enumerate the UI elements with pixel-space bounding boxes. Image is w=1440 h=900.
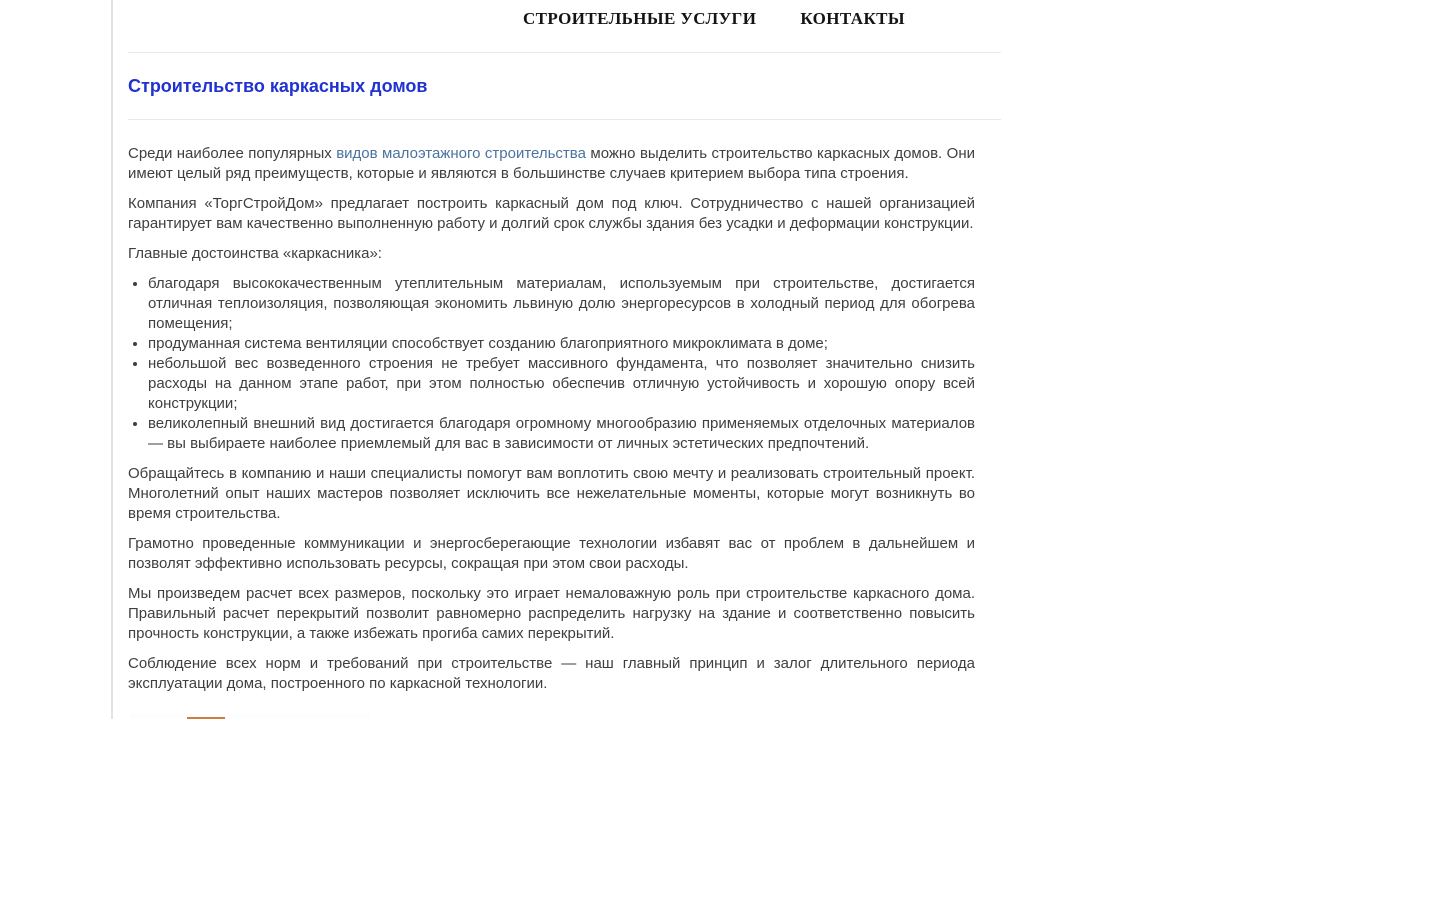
page-container	[111, 0, 1138, 719]
list-item: • благодаря высококачественным утеплительным материалам, используемым при строительстве, достигается отличная теплоизоляция, позволяющая экономить львиную долю энергоресурсов в холодный период для обогрева помещения;	[148, 274, 975, 334]
company-paragraph: Компания «ТоргСтройДом» предлагает построить каркасный дом под ключ. Сотрудничество с нашей организацией гарантирует вам качественно выполненную работу и долгий срок службы здания без усадки и деформации конструкции.	[128, 195, 975, 232]
advantages-intro-paragraph: Главные достоинства «каркасника»:	[128, 245, 382, 262]
contact-us-paragraph: Обращайтесь в компанию и наши специалисты помогут вам воплотить свою мечту и реализовать строительный проект. Многолетний опыт наших мастеров позволяет исключить все нежелательные моменты, которые могут возникнуть во время строительства.	[128, 465, 975, 522]
frame-house-under-construction-photo	[130, 714, 370, 719]
photo-strip	[130, 714, 1138, 719]
main-menu	[128, 0, 1001, 29]
nav-link-contacts[interactable]: КОНТАКТЫ	[800, 9, 906, 28]
article-body	[128, 144, 1138, 719]
communications-paragraph: Грамотно проведенные коммуникации и энергосберегающие технологии избавят вас от проблем в дальнейшем и позволят эффективно использовать ресурсы, сокращая при этом свои расходы.	[128, 535, 975, 572]
calculations-paragraph: Мы произведем расчет всех размеров, поскольку это играет немаловажную роль при строительстве каркасного дома. Правильный расчет перекрытий позволит равномерно распределить нагрузку на здание и соответственно повысить прочность конструкции, а также избежать прогиба самих перекрытий.	[128, 585, 975, 642]
list-item: • великолепный внешний вид достигается благодаря огромному многообразию применяемых отделочных материалов — вы выбираете наиболее приемлемый для вас в зависимости от личных эстетических предпочтений.	[148, 414, 975, 454]
construction-house-image	[130, 714, 370, 719]
intro-text-after-link: можно выделить строительство каркасных домов. Они имеют целый ряд преимуществ, которые и являются в большинстве случаев критерием выбора типа строения.	[128, 145, 975, 182]
page-title: Строительство каркасных домов	[128, 76, 428, 96]
list-item: • продуманная система вентиляции способствует созданию благоприятного микроклимата в доме;	[148, 334, 975, 354]
nav-link-construction-services[interactable]: СТРОИТЕЛЬНЫЕ УСЛУГИ	[523, 9, 757, 28]
title-divider	[128, 119, 1001, 120]
intro-paragraph	[128, 144, 975, 184]
top-nav	[128, 0, 1001, 53]
low-rise-construction-link[interactable]: видов малоэтажного строительства	[336, 145, 586, 162]
list-item: • небольшой вес возведенного строения не требует массивного фундамента, что позволяет значительно снизить расходы на данном этапе работ, при этом полностью обеспечив отличную устойчивость и хорошую опору всей конструкции;	[148, 354, 975, 414]
intro-text-before-link: Среди наиболее популярных	[128, 145, 337, 162]
advantages-list	[128, 274, 975, 454]
standards-paragraph: Соблюдение всех норм и требований при строительстве — наш главный принцип и залог длительного периода эксплуатации дома, построенного по каркасной технологии.	[128, 655, 975, 692]
